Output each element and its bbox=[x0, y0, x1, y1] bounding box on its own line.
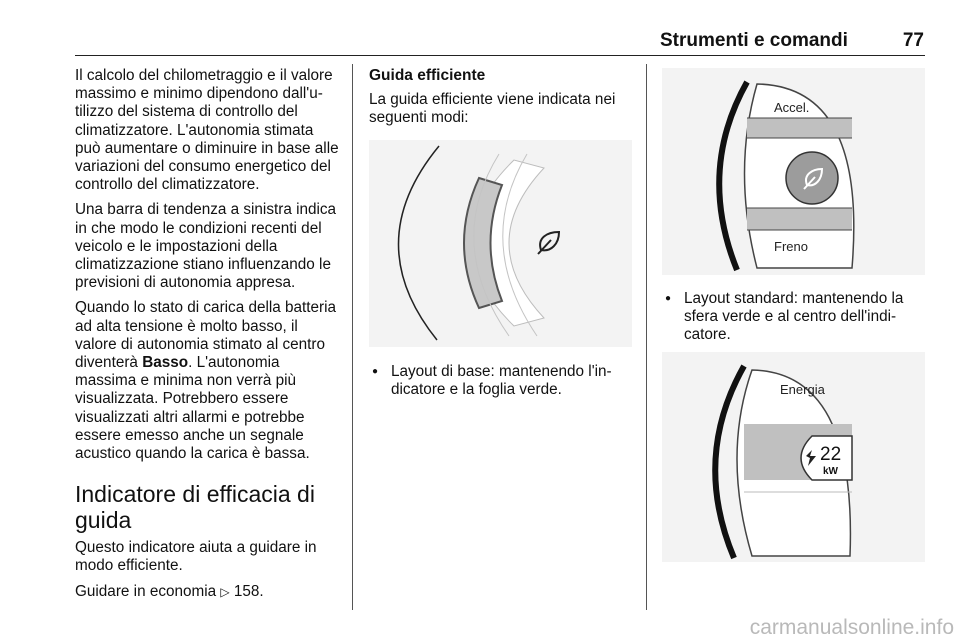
figure-standard-layout bbox=[662, 68, 925, 275]
green-ball-indicator bbox=[786, 152, 838, 204]
basic-layout-gauge bbox=[369, 140, 632, 347]
paragraph-indicator-intro: Questo indicatore aiuta a guidare in modo efficiente. bbox=[75, 539, 317, 575]
column-divider-2 bbox=[646, 64, 647, 610]
paragraph-efficient-intro: La guida efficiente viene indicata nei seguenti modi: bbox=[369, 91, 616, 127]
accel-label: Accel. bbox=[774, 100, 810, 115]
gauge-edge-line bbox=[398, 146, 439, 340]
footer-watermark: carmanualsonline.info bbox=[749, 616, 954, 639]
paragraph-trend-bar: Una barra di tendenza a sinistra indica in che modo le condizioni recenti del veicolo e le impostazioni della climatizzazione stiano influenzando le previsioni di autonomia appresa. bbox=[75, 201, 337, 292]
reference-text: Guidare in economia bbox=[75, 582, 217, 600]
gauge-band-top bbox=[747, 118, 852, 138]
figure-basic-layout bbox=[369, 140, 632, 347]
energy-value: 22 bbox=[820, 444, 842, 465]
brake-label: Freno bbox=[774, 239, 808, 254]
energy-unit: kW bbox=[823, 466, 838, 477]
figure-energy-layout bbox=[662, 352, 925, 562]
gauge-band-bottom bbox=[747, 208, 852, 230]
standard-layout-gauge bbox=[662, 68, 925, 275]
column-1 bbox=[75, 67, 343, 608]
page-number: 77 bbox=[902, 30, 924, 51]
text-segment: Quando lo stato di carica della batteria ad alta tensione è molto basso, il valore di autonomia stimato al centro diventerà bbox=[75, 299, 337, 372]
reference-arrow-icon: ▷ bbox=[220, 584, 230, 599]
section-heading-efficiency: Indicatore di efficacia di guida bbox=[75, 481, 315, 534]
header-rule bbox=[75, 55, 925, 56]
energy-gauge bbox=[662, 352, 925, 562]
gauge-edge-arc bbox=[719, 82, 747, 270]
column-3-bullets bbox=[662, 290, 927, 352]
column-divider-1 bbox=[352, 64, 353, 610]
bullet-basic-layout: ● Layout di base: mantenendo l'indicatore e la foglia verde. bbox=[369, 363, 634, 399]
subheading-efficient-driving: Guida efficiente bbox=[369, 67, 486, 84]
bullet-standard-layout: ● Layout standard: mantenendo la sfera verde e al centro dell'indicatore. bbox=[662, 290, 927, 345]
energy-label: Energia bbox=[780, 382, 825, 397]
reference-page: 158. bbox=[233, 582, 264, 600]
paragraph-economy-ref bbox=[75, 583, 343, 601]
leaf-icon bbox=[538, 232, 559, 254]
column-2 bbox=[369, 67, 634, 135]
page-header-title: Strumenti e comandi bbox=[660, 30, 848, 51]
text-segment: . L'autonomia massima e minima non verrà più visualizzata. Potrebbero essere visualizzati altri allarmi e potrebbe essere emesso anche un segnale acustico quando la carica è bassa. bbox=[75, 354, 310, 463]
column-2-bullets bbox=[369, 363, 634, 406]
paragraph-mileage-calc: Il calcolo del chilometraggio e il valore massimo e minimo dipendono dall'utilizzo del sistema di controllo del climatizzatore. L'autonomia stimata può aumentare o diminuire in base alle variazioni del consumo energetico del controllo del climatizzatore. bbox=[75, 67, 339, 194]
low-label-bold: Basso bbox=[142, 354, 189, 372]
paragraph-low-charge bbox=[75, 299, 343, 463]
